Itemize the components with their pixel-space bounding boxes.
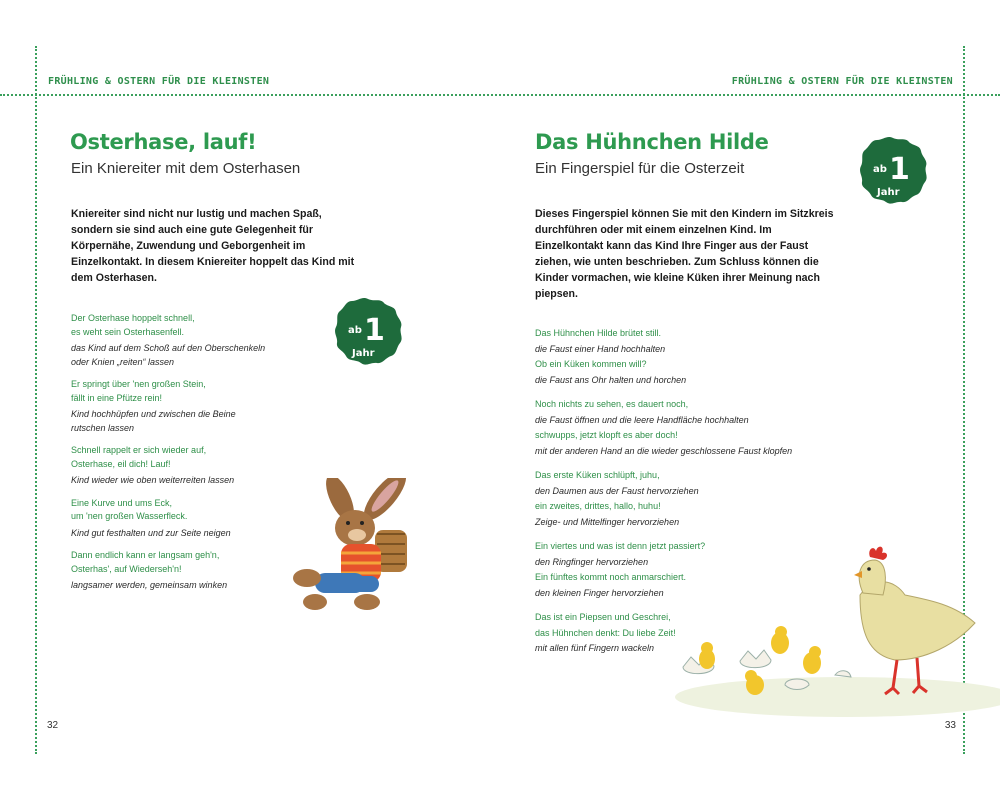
verse-line: Schnell rappelt er sich wieder auf, [71, 445, 207, 455]
page-number-right: 33 [944, 720, 956, 731]
header-dotted-rule [0, 94, 1000, 96]
badge-suffix: Jahr [877, 187, 900, 198]
verse-line: Dann endlich kann er langsam geh'n, [71, 550, 220, 560]
age-badge-left [330, 296, 406, 368]
verse-instruction: oder Knien „reiten“ lassen [71, 356, 175, 367]
verse-instruction: Zeige- und Mittelfinger hervorziehen [535, 516, 680, 527]
badge-number: 1 [364, 313, 385, 348]
verse-instruction: den kleinen Finger hervorziehen [535, 587, 664, 598]
verse-line: das Hühnchen denkt: Du liebe Zeit! [535, 627, 676, 638]
verse-line: es weht sein Osterhasenfell. [71, 326, 185, 337]
right-page-subtitle: Ein Fingerspiel für die Osterzeit [535, 160, 745, 177]
badge-prefix: ab [873, 164, 887, 175]
verse-line: Ein viertes und was ist denn jetzt passiert? [535, 541, 706, 551]
running-header-right: FRÜHLING & OSTERN FÜR DIE KLEINSTEN [731, 76, 953, 87]
verse-instruction: Kind gut festhalten und zur Seite neigen [71, 527, 231, 538]
left-page-title: Osterhase, lauf! [70, 130, 257, 154]
right-page-title: Das Hühnchen Hilde [535, 130, 769, 154]
verse-stanza [535, 468, 835, 530]
verse-line: Ob ein Küken kommen will? [535, 359, 647, 369]
verse-line: Er springt über 'nen großen Stein, [71, 379, 206, 389]
verse-line: Ein fünftes kommt noch anmarschiert. [535, 572, 687, 582]
verse-line: Das ist ein Piepsen und Geschrei, [535, 612, 671, 622]
badge-suffix: Jahr [352, 348, 375, 359]
verse-instruction: Kind hochhüpfen und zwischen die Beine [71, 409, 236, 419]
page-number-left: 32 [47, 720, 59, 731]
verse-line: Das erste Küken schlüpft, juhu, [535, 470, 660, 480]
verse-instruction: rutschen lassen [71, 422, 135, 433]
badge-prefix: ab [348, 325, 362, 336]
hen-and-chicks-illustration [655, 535, 1000, 720]
verse-instruction: den Daumen aus der Faust hervorziehen [535, 485, 699, 496]
verse-line: ein zweites, drittes, hallo, huhu! [535, 501, 661, 511]
left-margin-dotted-line [35, 46, 37, 754]
age-badge-right [855, 135, 931, 207]
right-page-intro: Dieses Fingerspiel können Sie mit den Kindern im Sitzkreis durchführen oder mit einem einzelnen Kind. Im Einzelkontakt kann das Kind Ihre Finger aus der Faust ziehen, wie unten beschrieben. Zum Schluss können die Kinder vormachen, wie kleine Küken ihrer Meinung nach piepsen. [535, 208, 834, 300]
verse-line: schwupps, jetzt klopft es aber doch! [535, 430, 678, 440]
badge-number: 1 [889, 152, 910, 187]
verse-instruction: die Faust ans Ohr halten und horchen [535, 374, 687, 385]
bunny-illustration [285, 478, 435, 618]
verse-instruction: den Ringfinger hervorziehen [535, 556, 649, 567]
verse-stanza [535, 326, 835, 388]
verse-instruction: mit der anderen Hand an die wieder geschlossene Faust klopfen [535, 445, 793, 456]
verse-stanza [535, 397, 835, 459]
left-page-subtitle: Ein Kniereiter mit dem Osterhasen [71, 160, 301, 177]
running-header-left: FRÜHLING & OSTERN FÜR DIE KLEINSTEN [48, 76, 270, 87]
verse-line: Noch nichts zu sehen, es dauert noch, [535, 399, 689, 409]
verse-instruction: die Faust einer Hand hochhalten [535, 343, 666, 354]
verse-instruction: die Faust öffnen und die leere Handfläche hochhalten [535, 414, 749, 425]
left-page-intro: Kniereiter sind nicht nur lustig und machen Spaß, sondern sie sind auch eine gute Gelegenheit für Körpernähe, Zuwendung und Geborgenheit im Einzelkontakt. In diesem Kniereiter hoppelt das Kind mit dem Osterhasen. [71, 208, 355, 284]
verse-line: um 'nen großen Wasserfleck. [71, 511, 188, 521]
verse-line: Osterhas', auf Wiederseh'n! [71, 563, 182, 574]
verse-stanza [71, 378, 331, 435]
verse-stanza [71, 312, 331, 369]
verse-instruction: mit allen fünf Fingern wackeln [535, 643, 655, 653]
verse-line: fällt in eine Pfütze rein! [71, 392, 163, 403]
verse-instruction: langsamer werden, gemeinsam winken [71, 580, 228, 590]
verse-line: Eine Kurve und ums Eck, [71, 497, 173, 508]
verse-instruction: Kind wieder wie oben weiterreiten lassen [71, 475, 235, 485]
verse-line: Das Hühnchen Hilde brütet still. [535, 328, 662, 338]
verse-line: Osterhase, eil dich! Lauf! [71, 458, 171, 469]
verse-line: Der Osterhase hoppelt schnell, [71, 313, 195, 323]
verse-instruction: das Kind auf dem Schoß auf den Oberschenkeln [71, 343, 266, 353]
